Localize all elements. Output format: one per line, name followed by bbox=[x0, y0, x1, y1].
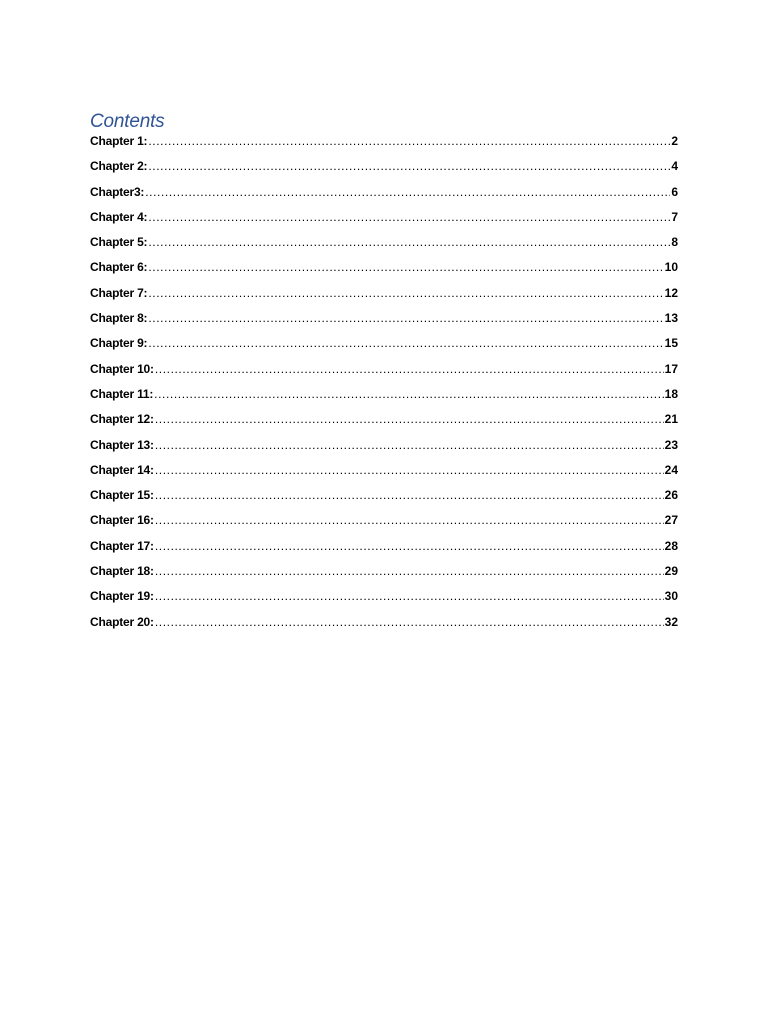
toc-entry-label: Chapter 4: bbox=[90, 209, 148, 224]
toc-entry-page-number: 15 bbox=[664, 336, 678, 351]
toc-entry[interactable] bbox=[90, 589, 678, 614]
toc-dot-leader bbox=[145, 185, 670, 199]
toc-entry-label: Chapter 16: bbox=[90, 513, 154, 528]
toc-entry-label: Chapter 1: bbox=[90, 134, 148, 148]
toc-entry-label: Chapter 18: bbox=[90, 564, 154, 579]
toc-entry-page-number: 18 bbox=[664, 386, 678, 401]
toc-entry-label: Chapter 15: bbox=[90, 488, 154, 503]
toc-entry[interactable] bbox=[90, 387, 678, 412]
toc-entry-page-number: 21 bbox=[664, 412, 678, 427]
toc-entry-page-number: 4 bbox=[671, 159, 678, 174]
toc-entry[interactable] bbox=[90, 311, 678, 336]
toc-dot-leader bbox=[155, 513, 664, 527]
toc-entry-page-number: 24 bbox=[664, 462, 678, 477]
toc-dot-leader bbox=[148, 286, 663, 300]
toc-dot-leader bbox=[148, 336, 663, 350]
toc-entry-label: Chapter3: bbox=[90, 184, 145, 199]
toc-entry-label: Chapter 17: bbox=[90, 538, 154, 553]
toc-entry-label: Chapter 19: bbox=[90, 589, 154, 604]
toc-entry-label: Chapter 5: bbox=[90, 235, 148, 250]
toc-dot-leader bbox=[148, 235, 670, 249]
toc-entry[interactable] bbox=[90, 210, 678, 235]
toc-dot-leader bbox=[155, 362, 664, 376]
toc-dot-leader bbox=[155, 589, 664, 603]
toc-entry-label: Chapter 11: bbox=[90, 386, 154, 401]
toc-dot-leader bbox=[154, 387, 663, 401]
toc-entry[interactable] bbox=[90, 134, 678, 159]
toc-entry-label: Chapter 9: bbox=[90, 336, 148, 351]
toc-dot-leader bbox=[155, 438, 664, 452]
toc-entry-label: Chapter 2: bbox=[90, 159, 148, 174]
toc-entry[interactable] bbox=[90, 412, 678, 437]
toc-dot-leader bbox=[155, 488, 664, 502]
toc-dot-leader bbox=[155, 412, 664, 426]
toc-entry-page-number: 28 bbox=[664, 538, 678, 553]
toc-entry-label: Chapter 8: bbox=[90, 311, 148, 326]
toc-entry-page-number: 32 bbox=[664, 614, 678, 629]
toc-entry[interactable] bbox=[90, 362, 678, 387]
toc-entry-label: Chapter 13: bbox=[90, 437, 154, 452]
toc-entry-page-number: 12 bbox=[664, 285, 678, 300]
toc-heading: Contents bbox=[90, 111, 165, 132]
toc-entry-label: Chapter 14: bbox=[90, 462, 154, 477]
toc-entry[interactable] bbox=[90, 463, 678, 488]
toc-entry[interactable] bbox=[90, 286, 678, 311]
toc-entry-label: Chapter 6: bbox=[90, 260, 148, 275]
toc-dot-leader bbox=[155, 564, 664, 578]
toc-entry[interactable] bbox=[90, 438, 678, 463]
toc-entry-page-number: 17 bbox=[664, 361, 678, 376]
toc-entry-page-number: 27 bbox=[664, 513, 678, 528]
table-of-contents bbox=[90, 134, 678, 640]
toc-entry[interactable] bbox=[90, 336, 678, 361]
toc-entry-page-number: 2 bbox=[671, 134, 678, 148]
toc-entry[interactable] bbox=[90, 185, 678, 210]
toc-entry-label: Chapter 10: bbox=[90, 361, 154, 376]
toc-entry[interactable] bbox=[90, 539, 678, 564]
toc-dot-leader bbox=[155, 539, 664, 553]
toc-entry-page-number: 29 bbox=[664, 564, 678, 579]
toc-entry[interactable] bbox=[90, 260, 678, 285]
toc-entry-page-number: 30 bbox=[664, 589, 678, 604]
toc-dot-leader bbox=[148, 134, 670, 148]
toc-entry-page-number: 26 bbox=[664, 488, 678, 503]
toc-entry[interactable] bbox=[90, 513, 678, 538]
toc-dot-leader bbox=[148, 260, 663, 274]
toc-entry-page-number: 7 bbox=[671, 209, 678, 224]
toc-entry-label: Chapter 20: bbox=[90, 614, 154, 629]
toc-entry-page-number: 13 bbox=[664, 311, 678, 326]
toc-entry-page-number: 23 bbox=[664, 437, 678, 452]
toc-dot-leader bbox=[155, 463, 664, 477]
toc-entry-page-number: 6 bbox=[671, 184, 678, 199]
toc-dot-leader bbox=[155, 615, 664, 629]
toc-entry[interactable] bbox=[90, 564, 678, 589]
toc-entry[interactable] bbox=[90, 235, 678, 260]
toc-entry[interactable] bbox=[90, 615, 678, 640]
toc-entry-label: Chapter 12: bbox=[90, 412, 154, 427]
toc-dot-leader bbox=[148, 159, 670, 173]
toc-entry-page-number: 10 bbox=[664, 260, 678, 275]
toc-entry[interactable] bbox=[90, 488, 678, 513]
toc-entry[interactable] bbox=[90, 159, 678, 184]
toc-entry-page-number: 8 bbox=[671, 235, 678, 250]
toc-dot-leader bbox=[148, 210, 670, 224]
toc-dot-leader bbox=[148, 311, 663, 325]
toc-entry-label: Chapter 7: bbox=[90, 285, 148, 300]
